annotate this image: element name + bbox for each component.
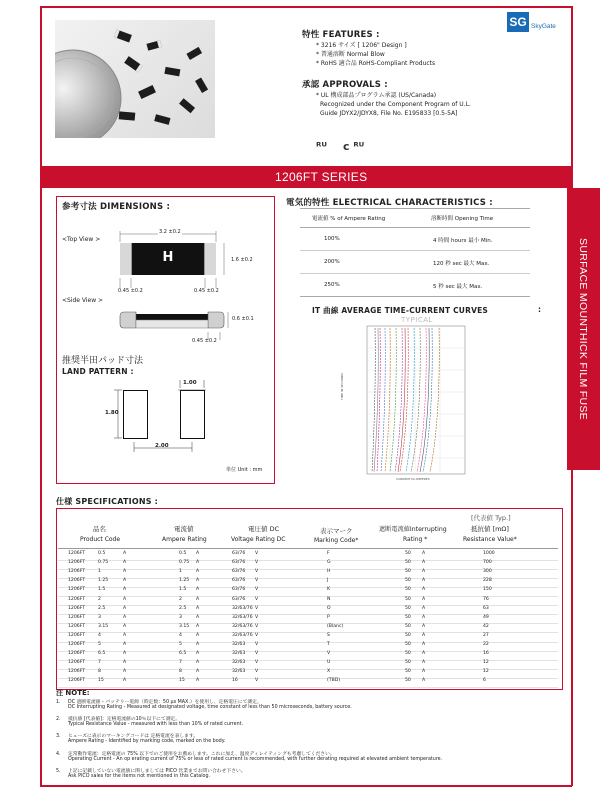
marking-code: (TBD) (327, 678, 341, 684)
electrical-pct: 250% (324, 282, 340, 288)
ampere-unit: A (196, 642, 200, 647)
hdr-voltage-en: Voltage Rating DC (231, 536, 286, 543)
voltage-value: 16 (232, 678, 238, 684)
voltage-unit: V (255, 560, 259, 566)
cul-recognized-mark: c ᴿᵁ (343, 140, 365, 153)
interrupt-unit: A (422, 587, 426, 593)
voltage-unit: V (255, 551, 259, 556)
dim-side-term: 0.45 ±0.2 (192, 338, 217, 344)
curves-colon: : (538, 305, 542, 314)
product-amp-unit: A (123, 642, 127, 647)
interrupt-value: 50 (405, 660, 411, 666)
side-view-drawing (118, 306, 238, 350)
interrupt-value: 50 (405, 560, 411, 566)
interrupt-value: 50 (405, 551, 411, 556)
interrupt-value: 50 (405, 569, 411, 575)
ampere-unit: A (196, 587, 200, 593)
interrupt-value: 50 (405, 642, 411, 647)
voltage-value: 32/63 (232, 651, 246, 657)
note-number: 1. (56, 700, 61, 705)
resistance-value: 12 (483, 669, 489, 675)
side-view-label: <Side View > (62, 297, 104, 304)
marking-code: U (327, 660, 331, 666)
ampere-value: 1.25 (179, 578, 190, 584)
spec-row (58, 677, 558, 688)
ampere-unit: A (196, 569, 200, 575)
voltage-unit: V (255, 669, 259, 675)
electrical-title: 電気的特性 ELECTRICAL CHARACTERISTICS : (286, 198, 493, 208)
feature-item-3: * RoHS 適合品 RoHS-Compliant Products (316, 60, 436, 67)
side-tab (567, 188, 600, 470)
electrical-header-time: 溶断時間 Opening Time (431, 216, 494, 222)
marking-code: V (327, 651, 331, 657)
note-number: 4. (56, 751, 61, 757)
interrupt-unit: A (422, 560, 426, 566)
interrupt-value: 50 (405, 596, 411, 602)
marking-code: F (327, 551, 330, 556)
product-amp: 2.5 (98, 605, 106, 611)
voltage-value: 32/63/76 (232, 632, 253, 638)
product-amp-unit: A (123, 669, 127, 675)
ampere-value: 6.5 (179, 651, 187, 657)
ampere-unit: A (196, 669, 200, 675)
voltage-value: 63/76 (232, 560, 246, 566)
ampere-value: 2 (179, 596, 182, 602)
ampere-unit: A (196, 596, 200, 602)
interrupt-value: 50 (405, 614, 411, 620)
hdr-resistance-jp: 抵抗値 [mΩ] (471, 525, 509, 533)
logo-text: SkyGate (531, 23, 556, 30)
land-gap: 2.00 (155, 443, 169, 449)
voltage-value: 63/76 (232, 569, 246, 575)
marking-code: X (327, 669, 331, 675)
hdr-resistance-typ: [代表値 Typ.] (471, 514, 511, 522)
resistance-value: 76 (483, 596, 489, 602)
dim-length: 3.2 ±0.2 (159, 229, 181, 235)
product-amp: 2 (98, 596, 101, 602)
note-en: Operating Current - An op erating current of 75% or less of rated current is recommended, with further derating required at elevated ambient temperature. (68, 756, 443, 762)
product-code: 1206FT (68, 623, 86, 629)
ampere-value: 8 (179, 669, 182, 675)
marking-code: S (327, 632, 330, 638)
voltage-unit: V (255, 678, 259, 684)
dim-height: 0.6 ±0.1 (232, 316, 254, 322)
voltage-value: 32/63/76 (232, 623, 253, 629)
resistance-value: 228 (483, 578, 492, 584)
electrical-table (300, 208, 530, 297)
interrupt-unit: A (422, 614, 426, 620)
ampere-unit: A (196, 678, 200, 684)
product-amp: 3.15 (98, 623, 109, 629)
ampere-unit: A (196, 651, 200, 657)
interrupt-unit: A (422, 596, 426, 602)
marking-code: N (327, 596, 331, 602)
interrupt-value: 50 (405, 623, 411, 629)
approval-line-1: * UL 構成部品プログラム承認 (US/Canada) (316, 92, 437, 99)
ampere-value: 2.5 (179, 605, 187, 611)
product-code: 1206FT (68, 632, 86, 638)
note-en: Ask PICO sales for the items not mentioned in this Catalog. (68, 773, 211, 779)
marking-code: P (327, 614, 330, 620)
chart-ylabel: TIME IN SECONDS (340, 373, 344, 400)
interrupt-value: 50 (405, 578, 411, 584)
note-number: 5. (56, 768, 61, 774)
approval-line-3: Guide JDYX2/JDYX8, File No. E195833 [0.5-5A] (320, 110, 458, 117)
ampere-unit: A (196, 560, 200, 566)
ampere-unit: A (196, 623, 200, 629)
resistance-value: 49 (483, 614, 489, 620)
marking-code: H (327, 569, 331, 575)
feature-item-1: * 3216 サイズ [ 1206" Design ] (316, 42, 407, 49)
electrical-header-row (300, 208, 530, 228)
product-code: 1206FT (68, 569, 86, 575)
hdr-ampere-jp: 電流値 (174, 525, 194, 533)
left-border (40, 6, 42, 786)
note-en: Ampere Rating - Identified by marking code, marked on the body. (68, 739, 226, 745)
hdr-interrupt-jp: 遮断電流値Interrupting (379, 526, 447, 533)
interrupt-value: 50 (405, 669, 411, 675)
ampere-value: 1.5 (179, 587, 187, 593)
interrupt-unit: A (422, 660, 426, 666)
product-amp: 4 (98, 632, 101, 638)
interrupt-unit: A (422, 651, 426, 657)
voltage-unit: V (255, 578, 259, 584)
voltage-value: 63/76 (232, 578, 246, 584)
electrical-row (300, 228, 530, 251)
dim-term-right: 0.45 ±0.2 (194, 288, 219, 294)
hdr-resistance-en: Resistance Value* (463, 536, 517, 543)
features-title: 特性 FEATURES : (302, 30, 380, 40)
resistance-value: 42 (483, 623, 489, 629)
voltage-unit: V (255, 596, 259, 602)
interrupt-unit: A (422, 578, 426, 584)
interrupt-unit: A (422, 551, 426, 556)
feature-item-2: * 普通溶断 Normal Blow (316, 51, 385, 58)
voltage-value: 32/63 (232, 669, 246, 675)
resistance-value: 700 (483, 560, 492, 566)
product-amp-unit: A (123, 623, 127, 629)
top-border (40, 6, 572, 8)
ampere-value: 5 (179, 642, 182, 647)
ampere-value: 3.15 (179, 623, 190, 629)
product-amp-unit: A (123, 678, 127, 684)
product-amp-unit: A (123, 560, 127, 566)
voltage-value: 63/76 (232, 551, 246, 556)
product-amp-unit: A (123, 651, 127, 657)
marking-code: (Blanc) (327, 623, 344, 629)
product-amp-unit: A (123, 578, 127, 584)
voltage-unit: V (255, 569, 259, 575)
dim-width: 1.6 ±0.2 (231, 257, 253, 263)
voltage-unit: V (255, 660, 259, 666)
note-jp: ヒューズに表示のマーキングコードは 定格電流を表します。 (68, 734, 199, 740)
electrical-time: 5 秒 sec 最大 Max. (433, 284, 483, 290)
product-code: 1206FT (68, 587, 86, 593)
resistance-value: 300 (483, 569, 492, 575)
note-jp: 上記に記載していない電流値に関しましては PICO 営業までお問い合わせ下さい。 (68, 768, 246, 774)
interrupt-unit: A (422, 669, 426, 675)
interrupt-unit: A (422, 678, 426, 684)
product-code: 1206FT (68, 651, 86, 657)
interrupt-value: 50 (405, 632, 411, 638)
land-title-en: LAND PATTERN : (62, 367, 134, 376)
product-code: 1206FT (68, 678, 86, 684)
electrical-row (300, 274, 530, 297)
voltage-value: 32/63 (232, 642, 246, 647)
hdr-product-en: Product Code (80, 536, 121, 543)
ampere-value: 0.75 (179, 560, 190, 566)
interrupt-unit: A (422, 605, 426, 611)
voltage-value: 63/76 (232, 587, 246, 593)
land-height: 1.80 (105, 410, 119, 416)
electrical-header-rating: 電流値 % of Ampere Rating (312, 216, 386, 222)
ampere-unit: A (196, 551, 200, 556)
note-number: 2. (56, 717, 61, 723)
electrical-time: 4 時間 hours 最小 Min. (433, 238, 493, 244)
interrupt-value: 50 (405, 587, 411, 593)
voltage-value: 32/63/76 (232, 605, 253, 611)
product-code: 1206FT (68, 596, 86, 602)
marking-code: K (327, 587, 331, 593)
interrupt-unit: A (422, 623, 426, 629)
dimensions-title: 参考寸法 DIMENSIONS : (62, 202, 171, 212)
note-en: DC Interrupting Rating - Measured at designated voltage, time constant of less than 50 microseconds, battery source. (68, 705, 352, 710)
ampere-unit: A (196, 614, 200, 620)
ul-recognized-mark: ᴿᵁ (316, 140, 327, 153)
logo-mark: SG (507, 12, 529, 32)
product-photo (55, 20, 215, 138)
resistance-value: 16 (483, 651, 489, 657)
marking-code: O (327, 605, 331, 611)
approval-line-2: Recognized under the Component Program of U.L. (320, 101, 471, 108)
product-code: 1206FT (68, 578, 86, 584)
hdr-interrupt-en: Rating * (403, 536, 428, 543)
chart-xlabel: CURRENT IN AMPERES (396, 477, 430, 481)
ampere-value: 4 (179, 632, 182, 638)
product-amp-unit: A (123, 614, 127, 620)
ampere-unit: A (196, 578, 200, 584)
ampere-unit: A (196, 632, 200, 638)
bottom-border (40, 785, 572, 787)
product-amp-unit: A (123, 551, 127, 556)
marking-code: T (327, 642, 330, 647)
curves-typical: TYPICAL (401, 316, 433, 324)
ampere-value: 7 (179, 660, 182, 666)
product-amp: 6.5 (98, 651, 106, 657)
product-code: 1206FT (68, 614, 86, 620)
interrupt-unit: A (422, 642, 426, 647)
voltage-value: 32/63/76 (232, 614, 253, 620)
interrupt-value: 50 (405, 678, 411, 684)
product-amp: 1.25 (98, 578, 109, 584)
spec-title: 仕様 SPECIFICATIONS : (56, 497, 159, 506)
product-amp: 1.5 (98, 587, 106, 593)
ampere-unit: A (196, 660, 200, 666)
resistance-value: 1000 (483, 551, 495, 556)
curves-title: IT 曲線 AVERAGE TIME-CURRENT CURVES (312, 306, 488, 315)
brand-logo (507, 12, 569, 34)
spec-header (58, 512, 558, 549)
approvals-title: 承認 APPROVALS : (302, 80, 388, 90)
top-view-dimension-lines (110, 228, 240, 294)
voltage-unit: V (255, 614, 259, 620)
marking-code: G (327, 560, 331, 566)
interrupt-unit: A (422, 632, 426, 638)
voltage-unit: V (255, 642, 259, 647)
land-title-jp: 推奨半田パッド寸法 (62, 356, 144, 366)
marking-code: J (327, 578, 329, 584)
product-code: 1206FT (68, 660, 86, 666)
product-amp-unit: A (123, 605, 127, 611)
land-width: 1.00 (183, 380, 197, 386)
resistance-value: 150 (483, 587, 492, 593)
note-jp: 定常動作電流：定格電流の 75% 以下でのご使用をお薦めします。これに加え、温度ディレイティングも考慮してください。 (68, 751, 335, 757)
product-amp: 5 (98, 642, 101, 647)
voltage-unit: V (255, 651, 259, 657)
electrical-time: 120 秒 sec 最大 Max. (433, 261, 490, 267)
series-banner (40, 166, 572, 188)
product-code: 1206FT (68, 560, 86, 566)
resistance-value: 12 (483, 660, 489, 666)
product-amp-unit: A (123, 569, 127, 575)
series-title: 1206FT SERIES (275, 170, 368, 184)
resistance-value: 6 (483, 678, 486, 684)
note-en: Typical Resistance Value - measured with less than 10% of rated current. (68, 722, 244, 728)
note-number: 3. (56, 734, 61, 740)
ampere-value: 15 (179, 678, 185, 684)
top-view-label: <Top View > (62, 236, 101, 243)
product-amp: 0.5 (98, 551, 106, 556)
interrupt-unit: A (422, 569, 426, 575)
hdr-ampere-en: Ampere Rating (162, 536, 207, 543)
unit-label: 単位 Unit : mm (226, 467, 263, 473)
electrical-pct: 100% (324, 236, 340, 242)
product-amp: 1 (98, 569, 101, 575)
side-title: SURFACE MOUNTHICK FILM FUSE (577, 238, 589, 420)
chip-marking: H (162, 250, 174, 265)
product-amp: 7 (98, 660, 101, 666)
notes-title: 注 NOTE: (56, 689, 90, 697)
ampere-value: 1 (179, 569, 182, 575)
voltage-unit: V (255, 605, 259, 611)
note-jp: DC 遮断電流値・バッテリー電源（時定数：50 μs MAX.）を使用し、定格電圧にて測定。 (68, 700, 262, 705)
interrupt-value: 50 (405, 605, 411, 611)
voltage-value: 32/63 (232, 660, 246, 666)
voltage-unit: V (255, 587, 259, 593)
product-amp-unit: A (123, 632, 127, 638)
time-current-chart (345, 322, 475, 487)
product-amp: 8 (98, 669, 101, 675)
ampere-value: 0.5 (179, 551, 187, 556)
ampere-value: 3 (179, 614, 182, 620)
product-code: 1206FT (68, 669, 86, 675)
electrical-pct: 200% (324, 259, 340, 265)
product-amp-unit: A (123, 596, 127, 602)
voltage-value: 63/76 (232, 596, 246, 602)
product-amp: 0.75 (98, 560, 109, 566)
note-jp: 抵抗値 [代表値]：定格電流値の10％以下にて測定。 (68, 717, 181, 723)
product-code: 1206FT (68, 642, 86, 647)
resistance-value: 22 (483, 642, 489, 647)
hdr-marking-en: Marking Code* (314, 537, 359, 544)
product-amp: 15 (98, 678, 104, 684)
resistance-value: 27 (483, 632, 489, 638)
interrupt-value: 50 (405, 651, 411, 657)
voltage-unit: V (255, 623, 259, 629)
dim-term-left: 0.45 ±0.2 (118, 288, 143, 294)
hdr-marking-jp: 表示マーク (320, 527, 353, 535)
product-code: 1206FT (68, 605, 86, 611)
product-amp-unit: A (123, 587, 127, 593)
hdr-product-jp: 品名 (93, 525, 106, 533)
hdr-voltage-jp: 電圧値 DC (248, 525, 280, 533)
product-code: 1206FT (68, 551, 86, 556)
product-amp-unit: A (123, 660, 127, 666)
voltage-unit: V (255, 632, 259, 638)
product-amp: 3 (98, 614, 101, 620)
resistance-value: 63 (483, 605, 489, 611)
ampere-unit: A (196, 605, 200, 611)
electrical-row (300, 251, 530, 274)
